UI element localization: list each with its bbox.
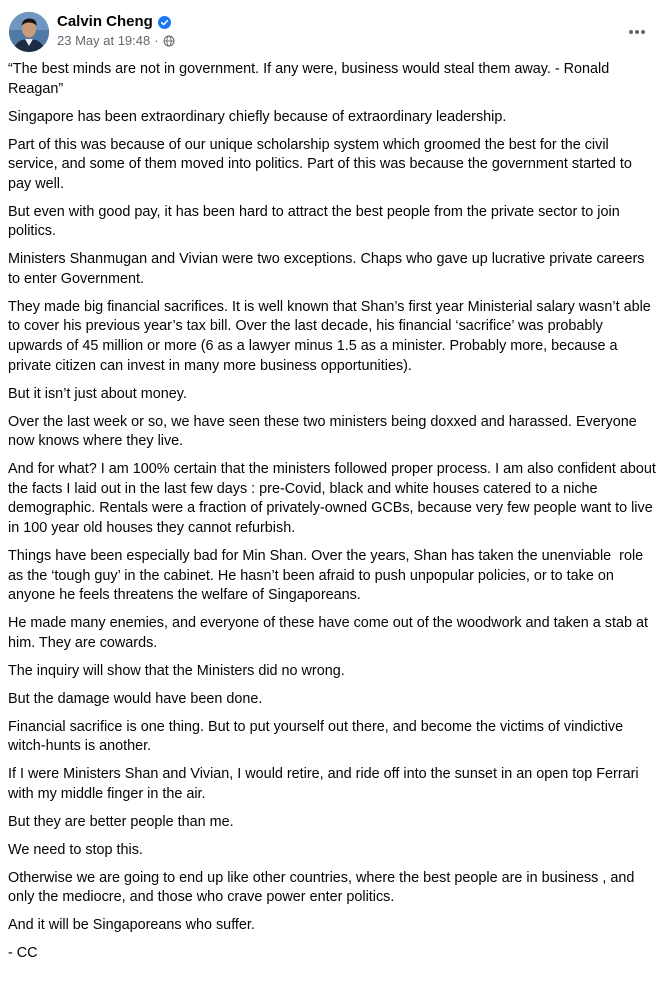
post-paragraph: Ministers Shanmugan and Vivian were two exceptions. Chaps who gave up lucrative private careers to enter Government. (8, 251, 649, 287)
post-paragraph: But they are better people than me. (8, 813, 234, 830)
more-options-icon (627, 22, 647, 42)
post-paragraph: Over the last week or so, we have seen these two ministers being doxxed and harassed. Everyone now knows where they live. (8, 413, 641, 450)
post-paragraph: We need to stop this. (8, 841, 143, 858)
post-paragraph: - CC (8, 945, 38, 962)
more-options-button[interactable] (619, 14, 655, 50)
post-timestamp[interactable]: 23 May at 19:48 (57, 33, 151, 48)
author-block (57, 13, 175, 50)
post-paragraph: Things have been especially bad for Min Shan. Over the years, Shan has taken the unenviable role as the ‘tough guy’ in the cabinet. He hasn’t been afraid to push unpopular policies, or to take on anyone he feels threatens the welfare of Singaporeans. (8, 547, 648, 604)
post-paragraph: But even with good pay, it has been hard to attract the best people from the private sector to join politics. (8, 203, 624, 240)
post-paragraph: And for what? I am 100% certain that the ministers followed proper process. I am also confident about the facts I laid out in the last few days : pre-Covid, black and white houses catered to a niche demographic. Rentals were a fraction of privately-owned GCBs, because very few people want to live in 100 year old houses they cannot refurbish. (8, 461, 660, 536)
verified-badge-icon (158, 16, 171, 29)
post-paragraph: Otherwise we are going to end up like other countries, where the best people are in business , and only the mediocre, and those who crave power enter politics. (8, 869, 639, 906)
globe-icon[interactable] (163, 35, 175, 47)
post-paragraph: The inquiry will show that the Ministers did no wrong. (8, 662, 345, 679)
author-name[interactable]: Calvin Cheng (57, 13, 153, 30)
post-paragraph: But the damage would have been done. (8, 690, 263, 707)
post-header (9, 9, 661, 53)
post-paragraph: If I were Ministers Shan and Vivian, I would retire, and ride off into the sunset in an open top Ferrari with my middle finger in the air. (8, 766, 643, 802)
avatar[interactable] (9, 12, 49, 52)
post-paragraph: Financial sacrifice is one thing. But to put yourself out there, and become the victims of vindictive witch-hunts is another. (8, 718, 628, 755)
post-paragraph: Part of this was because of our unique scholarship system which groomed the best for the civil service, and some of them moved into politics. Part of this was because the government started to pay well. (8, 136, 636, 192)
post-body (8, 60, 658, 972)
author-row (57, 13, 175, 31)
post-paragraph: Singapore has been extraordinary chiefly because of extraordinary leadership. (8, 108, 507, 125)
post-paragraph: They made big financial sacrifices. It is well known that Shan’s first year Ministerial salary wasn’t able to cover his previous year’s tax bill. Over the last decade, his financial ‘sacrifice’ was probably upwards of 45 million or more (6 as a lawyer minus 1.5 as a minister. Probably more, because a private citizen can invest in many more business opportunities). (8, 298, 655, 374)
post-paragraph: And it will be Singaporeans who suffer. (8, 917, 255, 934)
post-paragraph: But it isn’t just about money. (8, 385, 187, 402)
post-paragraph: He made many enemies, and everyone of these have come out of the woodwork and taken a stab at him. They are cowards. (8, 615, 652, 651)
avatar-image (9, 12, 49, 52)
meta-separator: · (154, 33, 159, 48)
post-meta (57, 32, 175, 50)
post-paragraph: “The best minds are not in government. If any were, business would steal them away. - Ronald Reagan” (8, 61, 614, 97)
